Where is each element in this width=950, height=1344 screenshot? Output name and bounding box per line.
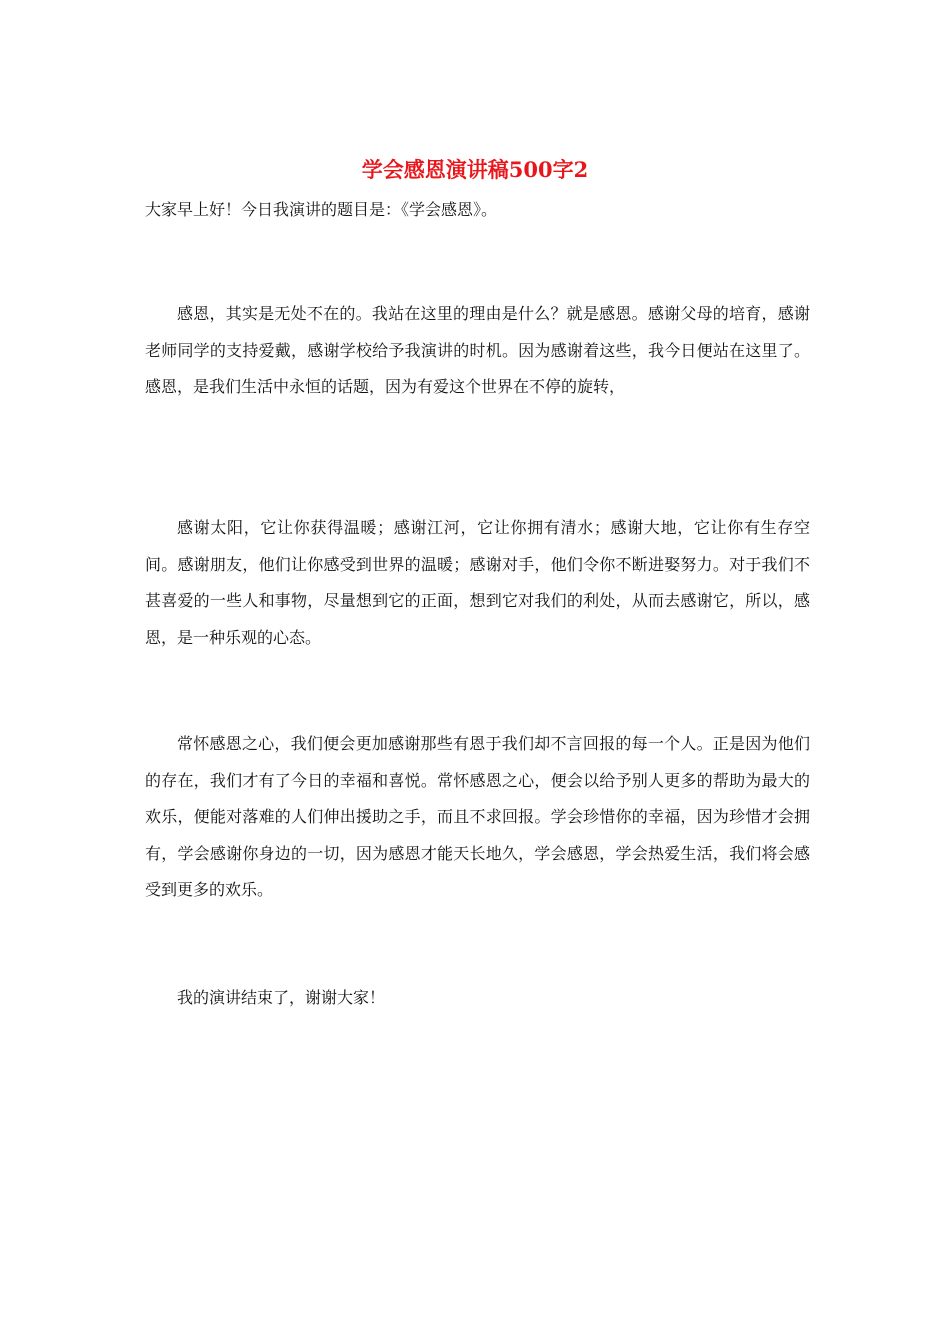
closing-line: 我的演讲结束了，谢谢大家！ bbox=[177, 988, 386, 1007]
document-title: 学会感恩演讲稿500字2 bbox=[361, 157, 589, 182]
paragraph-3: 常怀感恩之心，我们便会更加感谢那些有恩于我们却不言回报的每一个人。正是因为他们的存在，我们才有了今日的幸福和喜悦。常怀感恩之心，便会以给予别人更多的帮助为最大的欢乐，便能对落难的人们伸出援助之手，而且不求回报。学会珍惜你的幸福，因为珍惜才会拥有，学会感谢你身边的一切，因为感恩才能天长地久，学会感恩，学会热爱生活，我们将会感受到更多的欢乐。 bbox=[145, 734, 810, 899]
paragraph-1: 感恩，其实是无处不在的。我站在这里的理由是什么？就是感恩。感谢父母的培育，感谢老师同学的支持爱戴，感谢学校给予我演讲的时机。因为感谢着这些，我今日便站在这里了。感恩，是我们生活中永恒的话题，因为有爱这个世界在不停的旋转， bbox=[145, 304, 810, 396]
greeting-line: 大家早上好！今日我演讲的题目是：《学会感恩》。 bbox=[145, 200, 498, 219]
paragraph-2: 感谢太阳，它让你获得温暖；感谢江河，它让你拥有清水；感谢大地，它让你有生存空间。感谢朋友，他们让你感受到世界的温暖；感谢对手，他们令你不断进娶努力。对于我们不甚喜爱的一些人和事物，尽量想到它的正面，想到它对我们的利处，从而去感谢它，所以，感恩，是一种乐观的心态。 bbox=[145, 518, 810, 647]
